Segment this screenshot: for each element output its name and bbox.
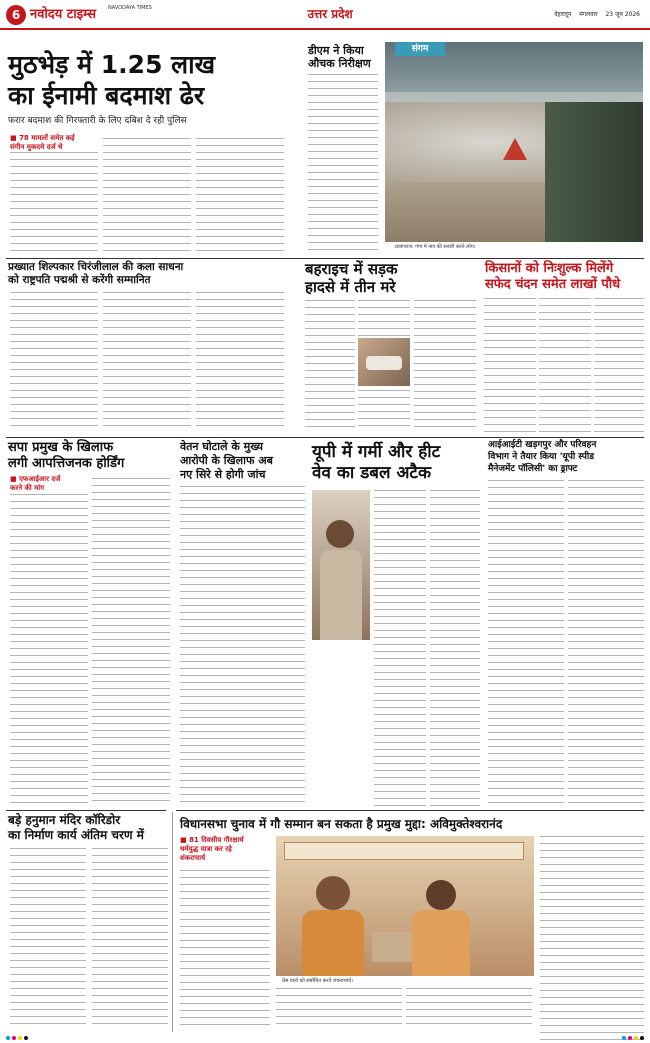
lead-body-col-1	[10, 152, 98, 254]
bahraich-body-col-2a	[358, 300, 410, 336]
divider	[6, 258, 644, 259]
bullet-icon: ■	[10, 134, 20, 142]
election-body-col-3	[406, 988, 532, 1030]
sangam-photo	[385, 42, 643, 242]
hoarding-headline-line-1: सपा प्रमुख के खिलाफ	[8, 440, 114, 455]
lead-pullout-line-1: 78 मामलों समेत कई	[19, 134, 75, 142]
kisan-body-col-3	[594, 298, 644, 432]
iit-body-col-1	[488, 480, 564, 806]
election-photo	[276, 836, 534, 976]
page-masthead	[0, 0, 650, 30]
bahraich-headline-line-2: हादसे में तीन मरे	[305, 278, 396, 296]
kisan-body-col-2	[539, 298, 591, 432]
hoarding-pullout-line-1: एफआईआर दर्ज	[19, 475, 61, 483]
lead-headline-line-1: मुठभेड़ में 1.25 लाख	[8, 50, 216, 79]
heat-photo	[312, 490, 370, 640]
art-body-col-1	[10, 292, 98, 432]
art-headline-line-1: प्रख्यात शिल्पकार चिरंजीलाल की कला साधना	[8, 261, 184, 273]
brand-name: नवोदय टाइम्स	[30, 7, 97, 22]
weekday: मंगलवार	[579, 11, 598, 18]
heat-body-col-1	[374, 490, 426, 806]
dm-body	[308, 74, 378, 256]
hoarding-body-col-2	[92, 478, 170, 806]
column-divider	[172, 812, 173, 1032]
person-head-shape	[316, 876, 350, 910]
bullet-icon: ■	[10, 475, 20, 483]
saffron-robe-shape	[412, 910, 470, 976]
covered-body-shape	[366, 356, 402, 370]
hanuman-body-col-1	[10, 848, 86, 1030]
election-pullout-line-3: शंकराचार्य	[180, 854, 206, 862]
election-pullout-line-2: धर्मयुद्ध यात्रा कर रहे	[180, 845, 232, 853]
bahraich-body-col-2b	[358, 390, 410, 432]
divider	[176, 810, 644, 811]
registration-mark	[640, 1036, 644, 1040]
bahraich-headline-line-1: बहराइच में सड़क	[305, 260, 398, 278]
art-body-col-3	[196, 292, 284, 432]
lead-pullout	[10, 134, 100, 152]
table-shape	[372, 932, 412, 962]
election-pullout-line-1: 81 दिवसीय गौरक्षार्थ	[189, 836, 244, 844]
election-body-col-2	[276, 988, 402, 1030]
lead-subhead: फरार बदमाश की गिरफ्तारी के लिए दबिश दे रही पुलिस	[8, 116, 187, 126]
heat-body-col-2	[430, 490, 480, 806]
hoarding-body-col-1	[10, 494, 88, 806]
election-body-col-4	[540, 836, 644, 1043]
election-body-col-1	[180, 870, 270, 1030]
bahraich-body-col-3	[414, 300, 476, 432]
dm-headline-line-1: डीएम ने किया	[308, 44, 364, 57]
issue-date: 23 जून 2026	[605, 11, 640, 18]
iit-headline-line-3: मैनेजमेंट पॉलिसी' का ड्राफ्ट	[488, 464, 578, 474]
kisan-headline-line-2: सफेद चंदन समेत लाखों पौधे	[485, 277, 621, 292]
salary-body	[180, 486, 305, 806]
election-photo-caption: प्रेस वार्ता को संबोधित करते शंकराचार्य।	[282, 978, 353, 984]
divider	[6, 810, 166, 811]
registration-mark	[12, 1036, 16, 1040]
bahraich-body-col-1	[305, 300, 355, 432]
iit-headline-line-1: आईआईटी खड़गपुर और परिवहन	[488, 440, 597, 450]
sangam-caption: प्रयागराज: गंगा में नाव की सवारी करते लोग।	[395, 244, 476, 250]
salary-headline-line-2: आरोपी के खिलाफ अब	[180, 454, 273, 467]
person-head-shape	[326, 520, 354, 548]
person-body-shape	[320, 550, 362, 640]
election-headline: विधानसभा चुनाव में गौ सम्मान बन सकता है प्रमुख मुद्दा: अविमुक्तेश्वरानंद	[180, 817, 503, 831]
hoarding-headline-line-2: लगी आपत्तिजनक होर्डिंग	[8, 456, 125, 471]
salary-headline-line-1: वेतन घोटाले के मुख्य	[180, 440, 264, 453]
banner-shape	[284, 842, 524, 860]
riverbank-vegetation	[545, 102, 643, 242]
registration-mark	[18, 1036, 22, 1040]
art-body-col-2	[103, 292, 191, 432]
hanuman-headline-line-1: बड़े हनुमान मंदिर कॉरिडोर	[8, 813, 121, 827]
saffron-robe-shape	[302, 910, 364, 976]
iit-body-col-2	[568, 480, 644, 806]
lead-body-col-2	[103, 138, 191, 254]
sangam-label: संगम	[395, 42, 445, 56]
region-label: उत्तर प्रदेश	[307, 7, 353, 21]
accident-photo	[358, 338, 410, 386]
heat-headline-line-1: यूपी में गर्मी और हीट	[312, 442, 441, 462]
brand-tagline: NAVODAYA TIMES	[108, 5, 152, 11]
person-head-shape	[426, 880, 456, 910]
registration-mark	[6, 1036, 10, 1040]
art-headline-line-2: को राष्ट्रपति पद्मश्री से करेंगी सम्मानित	[8, 274, 151, 286]
hanuman-headline-line-2: का निर्माण कार्य अंतिम चरण में	[8, 828, 144, 842]
kisan-body-col-1	[484, 298, 536, 432]
dateline	[548, 10, 640, 18]
kisan-headline-line-1: किसानों को निःशुल्क मिलेंगे	[485, 261, 614, 276]
heat-headline-line-2: वेव का डबल अटैक	[312, 463, 432, 483]
registration-mark	[24, 1036, 28, 1040]
bullet-icon: ■	[180, 836, 190, 844]
election-pullout	[180, 836, 272, 863]
lead-body-col-3	[196, 138, 284, 254]
lead-pullout-line-2: संगीन मुकदमे दर्ज थे	[10, 143, 63, 151]
divider	[6, 437, 644, 438]
edition-city: देहरादून	[554, 11, 572, 18]
registration-mark	[634, 1036, 638, 1040]
hoarding-pullout-line-2: करने की मांग	[10, 484, 45, 492]
lead-headline-line-2: का ईनामी बदमाश ढेर	[8, 81, 205, 110]
registration-mark	[622, 1036, 626, 1040]
hanuman-body-col-2	[92, 848, 168, 1030]
page-number: 6	[6, 5, 26, 25]
iit-headline-line-2: विभाग ने तैयार किया 'यूपी स्पीड	[488, 452, 595, 462]
salary-headline-line-3: नए सिरे से होगी जांच	[180, 468, 266, 481]
hoarding-pullout	[10, 475, 90, 493]
dm-headline-line-2: औचक निरीक्षण	[308, 57, 371, 70]
registration-mark	[628, 1036, 632, 1040]
